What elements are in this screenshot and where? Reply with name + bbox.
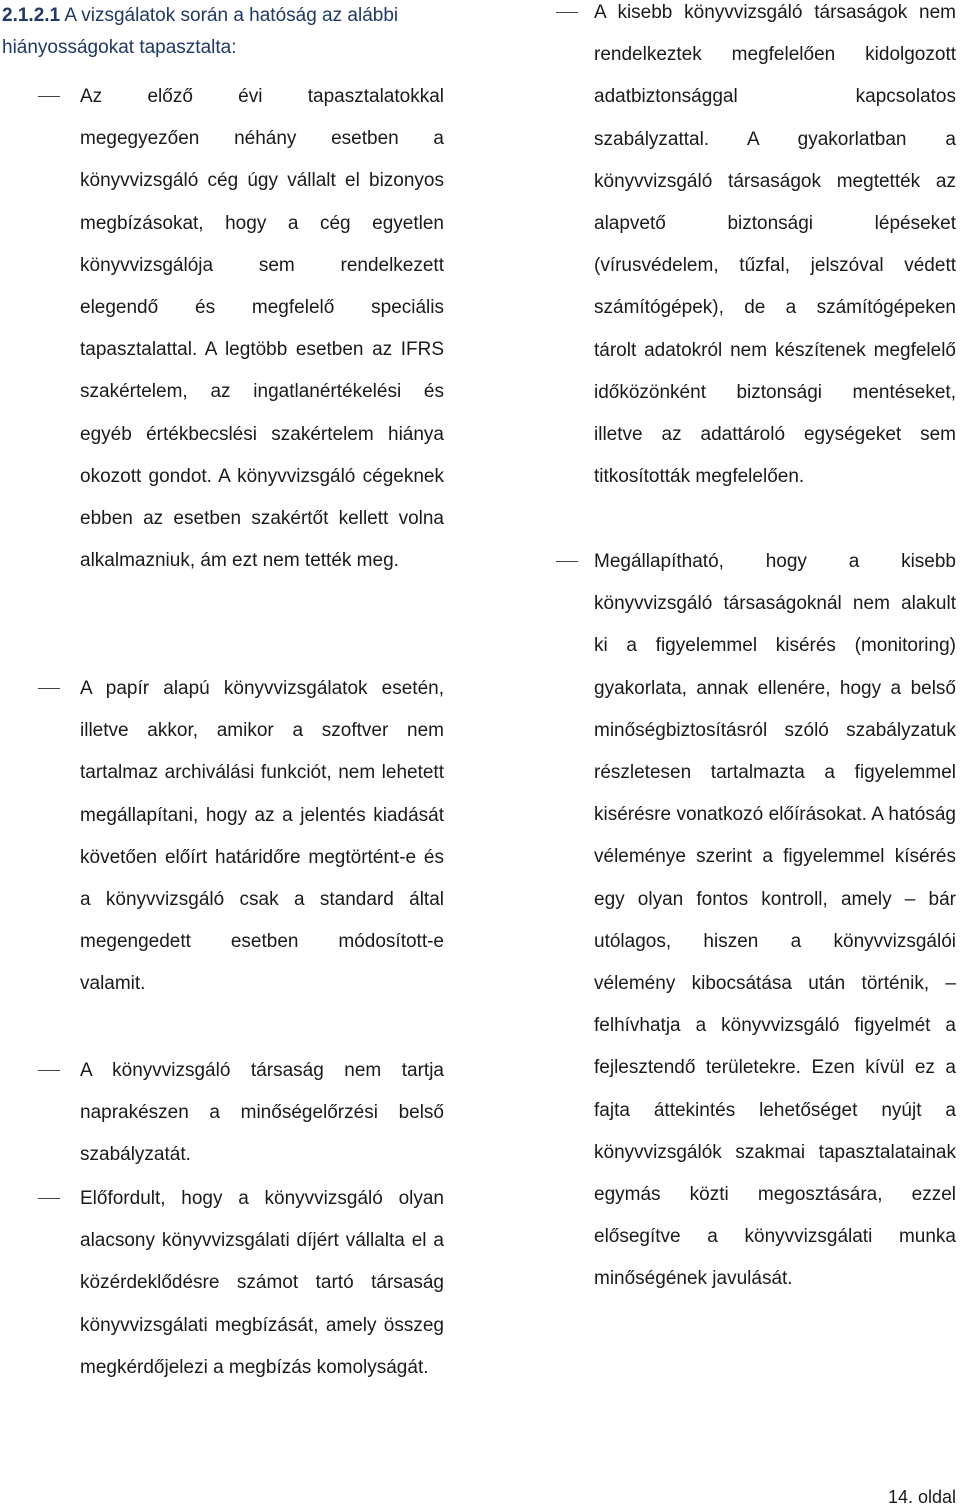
dash-bullet-icon (38, 1198, 60, 1199)
list-item-text: A kisebb könyvvizsgáló társaságok nem rendelkeztek megfelelően kidolgozott adatbiztonsággal kapcsolatos szabályzattal. A gyakorlatban a könyvvizsgáló társaságok megtették az alapvető biztonsági lépéseket (vírusvédelem, tűzfal, jelszóval védett számítógépek), de a számítógépeken tárolt adatokról nem készítenek megfelelő időközönként biztonsági mentéseket, illetve az adattároló egységeket sem titkosították megfelelően. (594, 2, 956, 488)
list-item-text: Megállapítható, hogy a kisebb könyvvizsgáló társaságoknál nem alakult ki a figyelemmel kisérés (monitoring) gyakorlata, annak ellenére, hogy a belső minőségbiztosításról szóló szabályzatuk részletesen tartalmazta a figyelemmel kisérésre vonatkozó előírásokat. A hatóság véleménye szerint a figyelemmel kísérés egy olyan fontos kontroll, amely – bár utólagos, hiszen a könyvvizsgálói vélemény kibocsátása után történik, – felhívhatja a könyvvizsgáló figyelmét a fejlesztendő területekre. Ezen kívül ez a fajta áttekintés lehetőséget nyújt a könyvvizsgálók szakmai tapasztalatainak egymás közti megosztására, ezzel elősegítve a könyvvizsgálati munka minőségének javulását. (594, 551, 956, 1290)
section-title: A vizsgálatok során a hatóság az alábbi hiányosságokat tapasztalta: (2, 5, 399, 58)
list-item-text: Az előző évi tapasztalatokkal megegyezően néhány esetben a könyvvizsgáló cég úgy vállalt el bizonyos megbízásokat, hogy a cég egyetlen könyvvizsgálója sem rendelkezett elegendő és megfelelő speciális tapasztalattal. A legtöbb esetben az IFRS szakértelem, az ingatlanértékelési és egyéb értékbecslési szakértelem hiánya okozott gondot. A könyvvizsgáló cégeknek ebben az esetben szakértőt kellett volna alkalmazniuk, ám ezt nem tették meg. (80, 86, 444, 572)
dash-bullet-icon (38, 96, 60, 97)
dash-bullet-icon (556, 12, 578, 13)
dash-bullet-icon (38, 688, 60, 689)
list-item-text: A papír alapú könyvvizsgálatok esetén, illetve akkor, amikor a szoftver nem tartalmaz archiválási funkciót, nem lehetett megállapítani, hogy az a jelentés kiadását követően előírt határidőre megtörtént-e és a könyvvizsgáló csak a standard által megengedett esetben módosított-e valamit. (80, 678, 444, 995)
list-item-text: A könyvvizsgáló társaság nem tartja naprakészen a minőségelőrzési belső szabályzatát. (80, 1060, 444, 1166)
dash-bullet-icon (38, 1070, 60, 1071)
dash-bullet-icon (556, 561, 578, 562)
section-heading (2, 0, 442, 64)
list-item-text: Előfordult, hogy a könyvvizsgáló olyan alacsony könyvvizsgálati díjért vállalta el a közérdeklődésre számot tartó társaság könyvvizsgálati megbízását, amely összeg megkérdőjelezi a megbízás komolyságát. (80, 1188, 444, 1378)
section-number: 2.1.2.1 (2, 5, 61, 26)
page-number: 14. oldal (887, 1487, 956, 1507)
